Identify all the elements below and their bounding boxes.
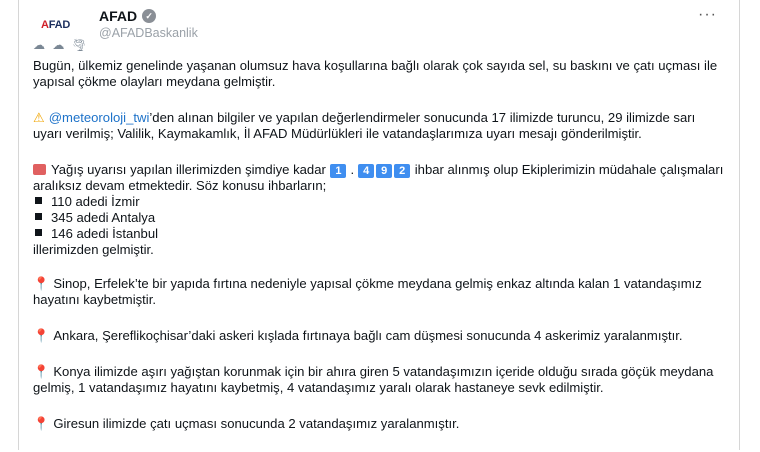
paragraph-6 [33, 364, 725, 396]
paragraph-2 [33, 110, 725, 142]
list-item [33, 210, 725, 226]
account-name[interactable]: AFAD [99, 8, 138, 24]
bullet-icon [35, 229, 42, 236]
pin-icon: 📍 [33, 328, 50, 343]
warning-icon: ⚠ [33, 110, 45, 125]
list-item-text: 110 adedi İzmir [51, 194, 140, 209]
account-handle[interactable]: @AFADBaskanlik [99, 26, 198, 40]
pin-icon: 📍 [33, 364, 50, 379]
pin-icon: 📍 [33, 416, 50, 431]
paragraph-4 [33, 276, 725, 308]
paragraph-3-after: ihbar alınmış olup Ekiplerimizin müdahale çalışmaları aralıksız devam etmektedir. Söz konusu ihbarların; [33, 162, 724, 193]
bullet-icon [35, 197, 42, 204]
paragraph-3-end: illerimizden gelmiştir. [33, 242, 154, 257]
more-options-icon[interactable]: ··· [698, 6, 717, 23]
tweet-text [33, 58, 725, 452]
paragraph-6-text: Konya ilimizde aşırı yağıştan korunmak için bir ahıra giren 5 vatandaşımızın içeride olduğu sırada göçük meydana gelmiş, 1 vatandaşımız hayatını kaybetmiş, 4 vatandaşımız yaralı olarak hastaneye sevk edilmiştir. [33, 364, 714, 395]
list-item-text: 345 adedi Antalya [51, 210, 156, 225]
paragraph-5-text: Ankara, Şereflikoçhisar’daki askeri kışlada fırtınaya bağlı cam düşmesi sonucunda 4 askerimiz yaralanmıştır. [53, 328, 683, 343]
list-item [33, 226, 725, 242]
tweet-card [18, 0, 740, 450]
weather-icons: ☁ ☁ 🌪 [33, 38, 89, 52]
paragraph-1: Bugün, ülkemiz genelinde yaşanan olumsuz hava koşullarına bağlı olarak çok sayıda sel, su baskını ve çatı uçması ile yapısal çökme olayları meydana gelmiştir. [33, 58, 718, 89]
digit-3: 9 [376, 164, 392, 178]
digit-1: 1 [330, 164, 346, 178]
afad-logo[interactable]: A FAD [41, 19, 71, 31]
digit-2: 4 [358, 164, 374, 178]
tweet-header [41, 6, 725, 46]
list-item [33, 194, 725, 210]
digit-4: 2 [394, 164, 410, 178]
paragraph-7-text: Giresun ilimizde çatı uçması sonucunda 2 vatandaşımız yaralanmıştır. [53, 416, 460, 431]
list-item-text: 146 adedi İstanbul [51, 226, 159, 241]
alert-icon [33, 164, 46, 175]
paragraph-5 [33, 328, 725, 344]
pin-icon: 📍 [33, 276, 50, 291]
paragraph-3-before: Yağış uyarısı yapılan illerimizden şimdiye kadar [51, 162, 326, 177]
verified-icon: ✓ [142, 9, 156, 23]
account-name-row[interactable] [99, 8, 156, 24]
paragraph-3: Yağış uyarısı yapılan illerimizden şimdiye kadar 1 . 4 9 2 ihbar alınmış olup Ekiplerimizin müdahale çalışmaları aralıksız devam etmektedir. Söz konusu ihbarların; 110 adedi İzmir 345 adedi Antalya 146 adedi İstanbul illerimizden gelmiştir. [33, 162, 724, 257]
mention-link[interactable]: @meteoroloji_twi [48, 110, 150, 125]
bullet-icon [35, 213, 42, 220]
paragraph-2-text: ’den alınan bilgiler ve yapılan değerlendirmeler sonucunda 17 ilimizde turuncu, 29 ilimizde sarı uyarı verilmiş; Valilik, Kaymakamlık, İl AFAD Müdürlükleri ile vatandaşlarımıza uyarı mesajı gönderilmiştir. [33, 110, 696, 141]
paragraph-4-text: Sinop, Erfelek’te bir yapıda fırtına nedeniyle yapısal çökme meydana gelmiş enkaz altında kalan 1 vatandaşımız hayatını kaybetmiştir. [33, 276, 702, 307]
paragraph-7 [33, 416, 725, 432]
